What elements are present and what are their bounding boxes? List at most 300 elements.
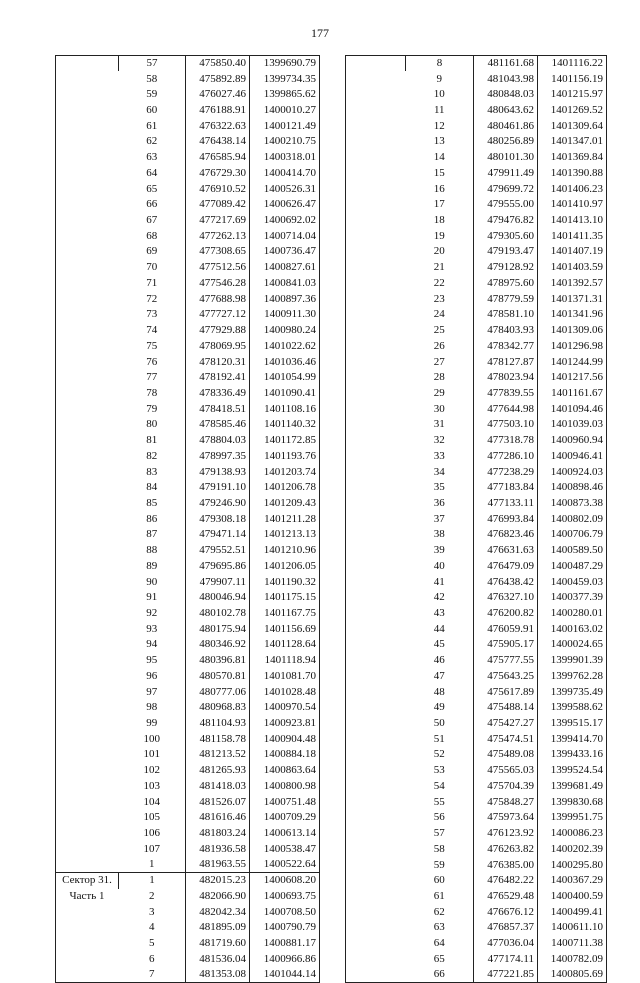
y-coordinate: 1400960.94 [538, 433, 607, 449]
y-coordinate: 1401410.97 [538, 197, 607, 213]
point-number: 7 [149, 968, 155, 981]
x-coordinate: 476200.82 [474, 606, 538, 622]
point-number: 104 [143, 795, 160, 808]
x-coordinate: 481161.68 [474, 56, 538, 72]
y-coordinate: 1400841.03 [250, 276, 320, 292]
point-number: 45 [433, 638, 445, 651]
y-coordinate: 1400280.01 [538, 606, 607, 622]
x-coordinate: 477286.10 [474, 448, 538, 464]
point-number: 27 [433, 355, 445, 368]
x-coordinate: 475848.27 [474, 794, 538, 810]
point-number: 92 [146, 607, 158, 620]
point-number: 25 [433, 324, 445, 337]
x-coordinate: 477839.55 [474, 386, 538, 402]
point-number: 31 [433, 418, 445, 431]
y-coordinate: 1400790.79 [250, 920, 320, 936]
y-coordinate: 1401244.99 [538, 354, 607, 370]
x-coordinate: 475777.55 [474, 653, 538, 669]
y-coordinate: 1401213.13 [250, 527, 320, 543]
point-number: 99 [146, 717, 158, 730]
x-coordinate: 479471.14 [186, 527, 250, 543]
x-coordinate: 476059.91 [474, 621, 538, 637]
point-number: 47 [433, 669, 445, 682]
y-coordinate: 1400538.47 [250, 841, 320, 857]
x-coordinate: 479552.51 [186, 543, 250, 559]
x-coordinate: 477238.29 [474, 464, 538, 480]
y-coordinate: 1400706.79 [538, 527, 607, 543]
point-number: 77 [146, 371, 158, 384]
point-number: 78 [146, 386, 158, 399]
x-coordinate: 480777.06 [186, 684, 250, 700]
y-coordinate: 1400863.64 [250, 763, 320, 779]
point-number: 97 [146, 685, 158, 698]
point-number: 41 [433, 575, 445, 588]
x-coordinate: 480046.94 [186, 590, 250, 606]
x-coordinate: 475905.17 [474, 637, 538, 653]
sector-cell [346, 56, 406, 983]
x-coordinate: 479699.72 [474, 181, 538, 197]
point-number: 11 [433, 104, 445, 117]
x-coordinate: 475565.03 [474, 763, 538, 779]
y-coordinate: 1400611.10 [538, 920, 607, 936]
x-coordinate: 476910.52 [186, 181, 250, 197]
point-number: 39 [433, 544, 445, 557]
point-number: 93 [146, 622, 158, 635]
x-coordinate: 479193.47 [474, 244, 538, 260]
y-coordinate: 1401022.62 [250, 338, 320, 354]
point-number: 24 [433, 308, 445, 321]
y-coordinate: 1399830.68 [538, 794, 607, 810]
point-number: 35 [433, 481, 445, 494]
x-coordinate: 477174.11 [474, 951, 538, 967]
y-coordinate: 1400881.17 [250, 936, 320, 952]
x-coordinate: 478069.95 [186, 338, 250, 354]
point-number: 75 [146, 339, 158, 352]
y-coordinate: 1400626.47 [250, 197, 320, 213]
y-coordinate: 1401190.32 [250, 574, 320, 590]
point-number: 14 [433, 151, 445, 164]
point-number: 67 [146, 214, 158, 227]
y-coordinate: 1401108.16 [250, 401, 320, 417]
x-coordinate: 481616.46 [186, 810, 250, 826]
x-coordinate: 477503.10 [474, 417, 538, 433]
point-number: 53 [433, 764, 445, 777]
y-coordinate: 1401206.78 [250, 480, 320, 496]
x-coordinate: 480643.62 [474, 103, 538, 119]
x-coordinate: 477221.85 [474, 967, 538, 983]
x-coordinate: 479138.93 [186, 464, 250, 480]
x-coordinate: 475617.89 [474, 684, 538, 700]
x-coordinate: 479128.92 [474, 260, 538, 276]
point-number: 16 [433, 182, 445, 195]
x-coordinate: 476385.00 [474, 857, 538, 873]
x-coordinate: 479308.18 [186, 511, 250, 527]
y-coordinate: 1401369.84 [538, 150, 607, 166]
y-coordinate: 1399515.17 [538, 716, 607, 732]
x-coordinate: 478418.51 [186, 401, 250, 417]
x-coordinate: 475474.51 [474, 731, 538, 747]
x-coordinate: 477133.11 [474, 496, 538, 512]
point-number: 107 [143, 842, 160, 855]
point-number: 70 [146, 261, 158, 274]
x-coordinate: 478342.77 [474, 338, 538, 354]
x-coordinate: 476482.22 [474, 873, 538, 889]
y-coordinate: 1400522.64 [250, 857, 320, 873]
x-coordinate: 480968.83 [186, 700, 250, 716]
y-coordinate: 1401217.56 [538, 370, 607, 386]
y-coordinate: 1400873.38 [538, 496, 607, 512]
y-coordinate: 1401161.67 [538, 386, 607, 402]
y-coordinate: 1400499.41 [538, 904, 607, 920]
point-number: 58 [433, 842, 445, 855]
point-number: 91 [146, 591, 158, 604]
y-coordinate: 1401209.43 [250, 496, 320, 512]
y-coordinate: 1401167.75 [250, 606, 320, 622]
x-coordinate: 481043.98 [474, 71, 538, 87]
point-number: 4 [149, 921, 155, 934]
point-number: 1 [149, 858, 155, 871]
point-number: 56 [433, 811, 445, 824]
x-coordinate: 478192.41 [186, 370, 250, 386]
y-coordinate: 1401309.06 [538, 323, 607, 339]
y-coordinate: 1400924.03 [538, 464, 607, 480]
y-coordinate: 1400708.50 [250, 904, 320, 920]
x-coordinate: 478585.46 [186, 417, 250, 433]
y-coordinate: 1400318.01 [250, 150, 320, 166]
page-number: 177 [311, 26, 329, 40]
x-coordinate: 479305.60 [474, 228, 538, 244]
x-coordinate: 477512.56 [186, 260, 250, 276]
point-number: 60 [433, 874, 445, 887]
point-number: 68 [146, 229, 158, 242]
x-coordinate: 480848.03 [474, 87, 538, 103]
x-coordinate: 478403.93 [474, 323, 538, 339]
x-coordinate: 476327.10 [474, 590, 538, 606]
point-number: 20 [433, 245, 445, 258]
point-number: 51 [433, 732, 445, 745]
y-coordinate: 1401309.64 [538, 118, 607, 134]
y-coordinate: 1401054.99 [250, 370, 320, 386]
x-coordinate: 479555.00 [474, 197, 538, 213]
x-coordinate: 481158.78 [186, 731, 250, 747]
x-coordinate: 480570.81 [186, 669, 250, 685]
point-number: 73 [146, 308, 158, 321]
point-number: 52 [433, 748, 445, 761]
x-coordinate: 476438.42 [474, 574, 538, 590]
point-number: 102 [143, 764, 160, 777]
y-coordinate: 1401347.01 [538, 134, 607, 150]
x-coordinate: 478336.49 [186, 386, 250, 402]
y-coordinate: 1400613.14 [250, 826, 320, 842]
x-coordinate: 481536.04 [186, 951, 250, 967]
x-coordinate: 480256.89 [474, 134, 538, 150]
sector-cell [56, 56, 119, 873]
x-coordinate: 477727.12 [186, 307, 250, 323]
x-coordinate: 475850.40 [186, 56, 250, 72]
point-number: 50 [433, 717, 445, 730]
y-coordinate: 1400711.38 [538, 936, 607, 952]
point-number: 106 [143, 827, 160, 840]
x-coordinate: 476823.46 [474, 527, 538, 543]
x-coordinate: 476438.14 [186, 134, 250, 150]
x-coordinate: 480102.78 [186, 606, 250, 622]
x-coordinate: 481265.93 [186, 763, 250, 779]
y-coordinate: 1400487.29 [538, 559, 607, 575]
x-coordinate: 478779.59 [474, 291, 538, 307]
x-coordinate: 479476.82 [474, 213, 538, 229]
x-coordinate: 475489.08 [474, 747, 538, 763]
y-coordinate: 1400692.02 [250, 213, 320, 229]
point-number: 65 [433, 952, 445, 965]
y-coordinate: 1400805.69 [538, 967, 607, 983]
x-coordinate: 476729.30 [186, 166, 250, 182]
y-coordinate: 1401390.88 [538, 166, 607, 182]
y-coordinate: 1400010.27 [250, 103, 320, 119]
y-coordinate: 1400970.54 [250, 700, 320, 716]
y-coordinate: 1399734.35 [250, 71, 320, 87]
point-number: 5 [149, 937, 155, 950]
x-coordinate: 477308.65 [186, 244, 250, 260]
y-coordinate: 1401215.97 [538, 87, 607, 103]
point-number: 100 [143, 732, 160, 745]
point-number: 44 [433, 622, 445, 635]
x-coordinate: 477318.78 [474, 433, 538, 449]
point-number: 61 [146, 119, 158, 132]
y-coordinate: 1401206.05 [250, 559, 320, 575]
y-coordinate: 1401140.32 [250, 417, 320, 433]
point-number: 61 [433, 889, 445, 902]
x-coordinate: 476857.37 [474, 920, 538, 936]
point-number: 80 [146, 418, 158, 431]
y-coordinate: 1400163.02 [538, 621, 607, 637]
y-coordinate: 1400400.59 [538, 889, 607, 905]
y-coordinate: 1400210.75 [250, 134, 320, 150]
x-coordinate: 477217.69 [186, 213, 250, 229]
x-coordinate: 481526.07 [186, 794, 250, 810]
point-number: 37 [433, 512, 445, 525]
point-number: 21 [433, 261, 445, 274]
point-number: 66 [433, 968, 445, 981]
sector-label: Сектор 31. [62, 874, 112, 887]
x-coordinate: 475427.27 [474, 716, 538, 732]
x-coordinate: 476585.94 [186, 150, 250, 166]
y-coordinate: 1401210.96 [250, 543, 320, 559]
y-coordinate: 1401341.96 [538, 307, 607, 323]
x-coordinate: 475643.25 [474, 669, 538, 685]
x-coordinate: 477183.84 [474, 480, 538, 496]
point-number: 42 [433, 591, 445, 604]
x-coordinate: 476027.46 [186, 87, 250, 103]
x-coordinate: 481803.24 [186, 826, 250, 842]
y-coordinate: 1400897.36 [250, 291, 320, 307]
point-number: 22 [433, 276, 445, 289]
point-number: 9 [436, 72, 442, 85]
point-number: 17 [433, 198, 445, 211]
y-coordinate: 1401406.23 [538, 181, 607, 197]
y-coordinate: 1400751.48 [250, 794, 320, 810]
x-coordinate: 476529.48 [474, 889, 538, 905]
x-coordinate: 476188.91 [186, 103, 250, 119]
point-number: 1 [119, 873, 186, 889]
x-coordinate: 476123.92 [474, 826, 538, 842]
table-row [56, 873, 320, 889]
point-number: 6 [149, 952, 155, 965]
point-number: 64 [433, 937, 445, 950]
y-coordinate: 1400709.29 [250, 810, 320, 826]
x-coordinate: 478581.10 [474, 307, 538, 323]
point-number: 95 [146, 654, 158, 667]
x-coordinate: 481963.55 [186, 857, 250, 873]
point-number: 54 [433, 779, 445, 792]
x-coordinate: 481353.08 [186, 967, 250, 983]
x-coordinate: 476631.63 [474, 543, 538, 559]
y-coordinate: 1401371.31 [538, 291, 607, 307]
y-coordinate: 1400589.50 [538, 543, 607, 559]
x-coordinate: 476263.82 [474, 841, 538, 857]
y-coordinate: 1401407.19 [538, 244, 607, 260]
point-number: 49 [433, 701, 445, 714]
x-coordinate: 475488.14 [474, 700, 538, 716]
y-coordinate: 1401403.59 [538, 260, 607, 276]
x-coordinate: 477089.42 [186, 197, 250, 213]
x-coordinate: 480461.86 [474, 118, 538, 134]
y-coordinate: 1400904.48 [250, 731, 320, 747]
table-row [56, 56, 320, 72]
y-coordinate: 1399901.39 [538, 653, 607, 669]
y-coordinate: 1401269.52 [538, 103, 607, 119]
point-number: 23 [433, 292, 445, 305]
point-number: 60 [146, 104, 158, 117]
y-coordinate: 1401028.48 [250, 684, 320, 700]
point-number: 3 [149, 905, 155, 918]
point-number: 64 [146, 166, 158, 179]
point-number: 12 [433, 119, 445, 132]
point-number: 8 [406, 56, 474, 72]
x-coordinate: 478127.87 [474, 354, 538, 370]
y-coordinate: 1399865.62 [250, 87, 320, 103]
point-number: 84 [146, 481, 158, 494]
point-number: 98 [146, 701, 158, 714]
point-number: 48 [433, 685, 445, 698]
y-coordinate: 1401036.46 [250, 354, 320, 370]
y-coordinate: 1401118.94 [250, 653, 320, 669]
y-coordinate: 1400923.81 [250, 716, 320, 732]
x-coordinate: 477262.13 [186, 228, 250, 244]
x-coordinate: 482042.34 [186, 904, 250, 920]
x-coordinate: 476479.09 [474, 559, 538, 575]
y-coordinate: 1400608.20 [250, 873, 320, 889]
point-number: 57 [119, 56, 186, 72]
y-coordinate: 1400966.86 [250, 951, 320, 967]
x-coordinate: 476676.12 [474, 904, 538, 920]
x-coordinate: 481719.60 [186, 936, 250, 952]
point-number: 57 [433, 827, 445, 840]
y-coordinate: 1401044.14 [250, 967, 320, 983]
point-number: 65 [146, 182, 158, 195]
y-coordinate: 1400024.65 [538, 637, 607, 653]
y-coordinate: 1400884.18 [250, 747, 320, 763]
x-coordinate: 477644.98 [474, 401, 538, 417]
y-coordinate: 1401081.70 [250, 669, 320, 685]
point-number: 81 [146, 434, 158, 447]
point-number: 101 [143, 748, 160, 761]
x-coordinate: 481104.93 [186, 716, 250, 732]
point-number: 94 [146, 638, 158, 651]
point-number: 62 [433, 905, 445, 918]
x-coordinate: 481895.09 [186, 920, 250, 936]
y-coordinate: 1401172.85 [250, 433, 320, 449]
point-number: 59 [433, 858, 445, 871]
point-number: 58 [146, 72, 158, 85]
point-number: 83 [146, 465, 158, 478]
y-coordinate: 1401296.98 [538, 338, 607, 354]
x-coordinate: 482066.90 [186, 889, 250, 905]
sector-label: Часть 1 [69, 890, 105, 903]
sector-cell [56, 873, 119, 983]
x-coordinate: 479911.49 [474, 166, 538, 182]
point-number: 71 [146, 276, 158, 289]
point-number: 105 [143, 811, 160, 824]
point-number: 69 [146, 245, 158, 258]
y-coordinate: 1401193.76 [250, 448, 320, 464]
point-number: 32 [433, 434, 445, 447]
x-coordinate: 475973.64 [474, 810, 538, 826]
y-coordinate: 1401090.41 [250, 386, 320, 402]
y-coordinate: 1400980.24 [250, 323, 320, 339]
x-coordinate: 481936.58 [186, 841, 250, 857]
point-number: 26 [433, 339, 445, 352]
point-number: 55 [433, 795, 445, 808]
point-number: 34 [433, 465, 445, 478]
x-coordinate: 479695.86 [186, 559, 250, 575]
y-coordinate: 1400911.30 [250, 307, 320, 323]
y-coordinate: 1401211.28 [250, 511, 320, 527]
x-coordinate: 479246.90 [186, 496, 250, 512]
x-coordinate: 475892.89 [186, 71, 250, 87]
y-coordinate: 1400714.04 [250, 228, 320, 244]
point-number: 36 [433, 496, 445, 509]
point-number: 76 [146, 355, 158, 368]
y-coordinate: 1401116.22 [538, 56, 607, 72]
point-number: 15 [433, 166, 445, 179]
point-number: 18 [433, 214, 445, 227]
y-coordinate: 1400782.09 [538, 951, 607, 967]
point-number: 85 [146, 496, 158, 509]
point-number: 33 [433, 449, 445, 462]
x-coordinate: 481418.03 [186, 779, 250, 795]
y-coordinate: 1400802.09 [538, 511, 607, 527]
y-coordinate: 1399951.75 [538, 810, 607, 826]
coordinates-table-left [55, 55, 320, 983]
x-coordinate: 477036.04 [474, 936, 538, 952]
point-number: 88 [146, 544, 158, 557]
y-coordinate: 1401094.46 [538, 401, 607, 417]
y-coordinate: 1400693.75 [250, 889, 320, 905]
y-coordinate: 1400086.23 [538, 826, 607, 842]
x-coordinate: 480175.94 [186, 621, 250, 637]
x-coordinate: 479191.10 [186, 480, 250, 496]
y-coordinate: 1399414.70 [538, 731, 607, 747]
y-coordinate: 1400736.47 [250, 244, 320, 260]
y-coordinate: 1401175.15 [250, 590, 320, 606]
x-coordinate: 478023.94 [474, 370, 538, 386]
x-coordinate: 478975.60 [474, 276, 538, 292]
x-coordinate: 475704.39 [474, 779, 538, 795]
point-number: 103 [143, 779, 160, 792]
point-number: 2 [149, 889, 155, 902]
y-coordinate: 1400367.29 [538, 873, 607, 889]
y-coordinate: 1400827.61 [250, 260, 320, 276]
